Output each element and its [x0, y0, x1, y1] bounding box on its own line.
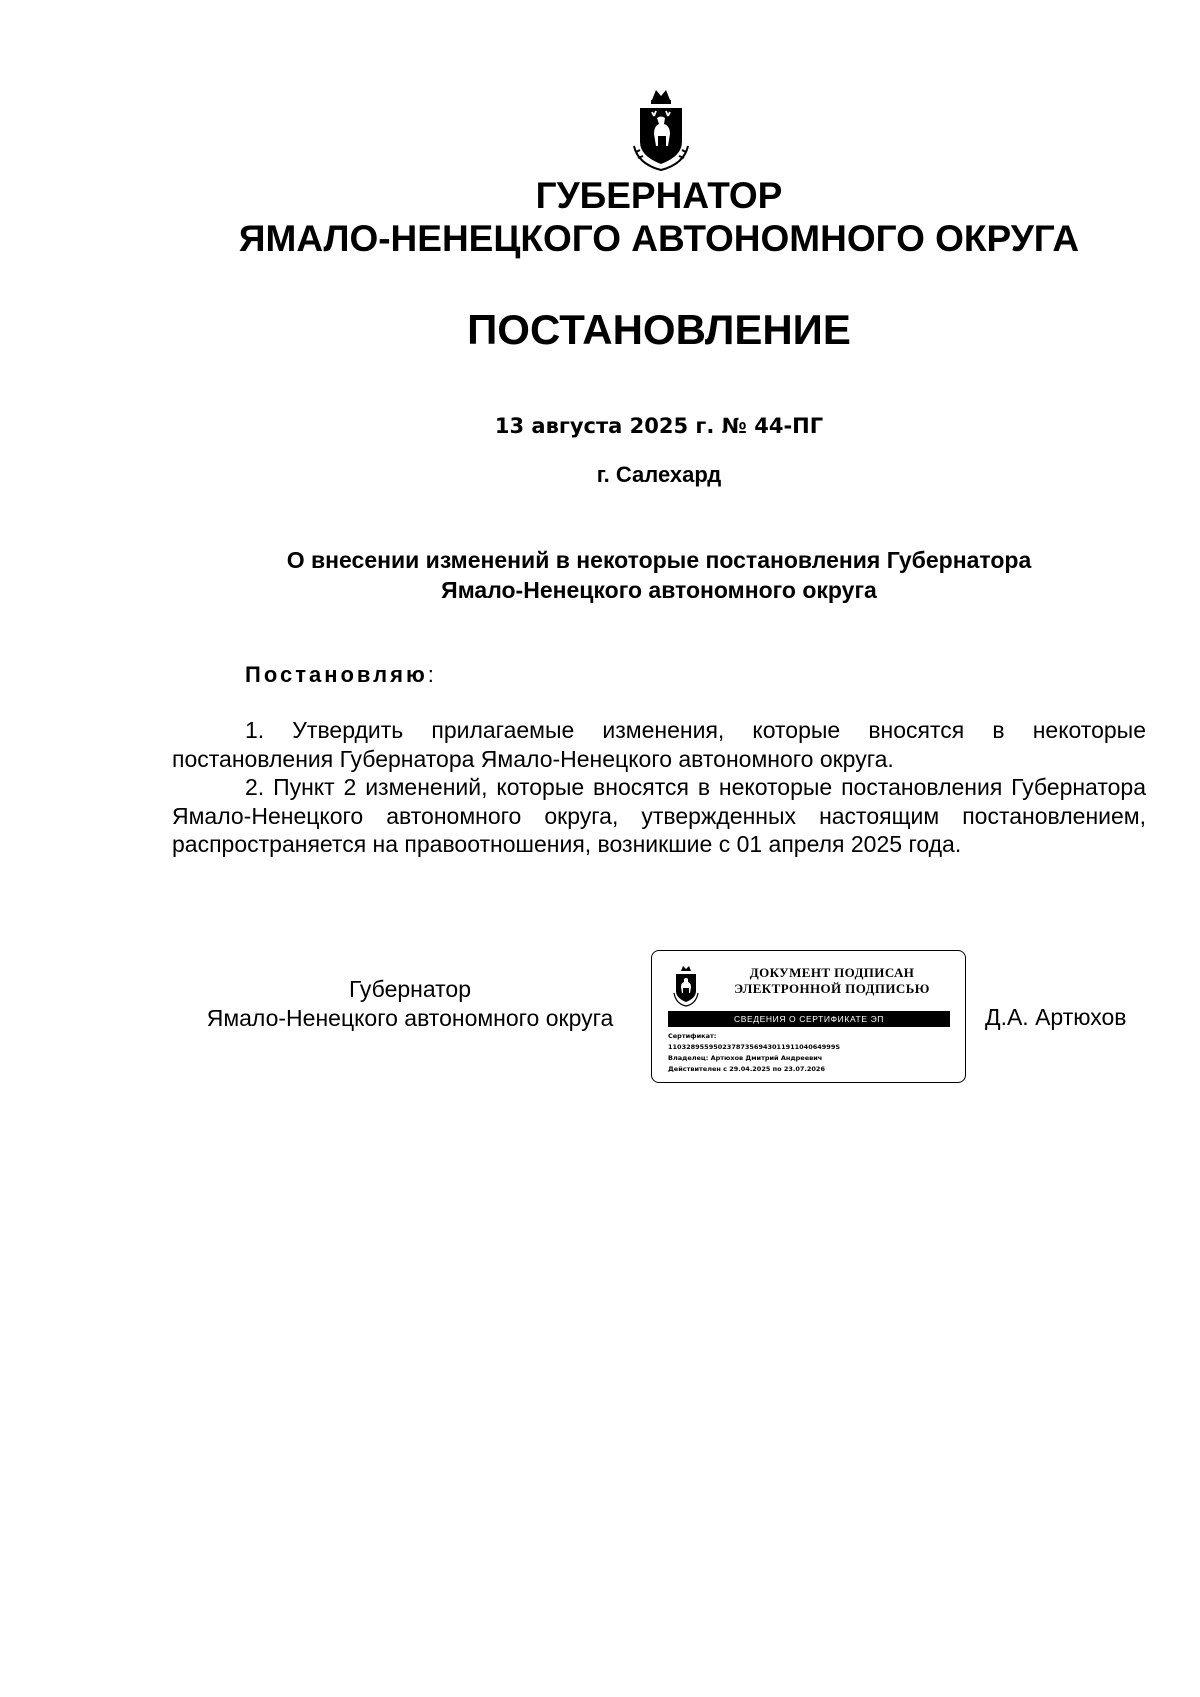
stamp-heading-line: ДОКУМЕНТ ПОДПИСАН — [749, 965, 915, 980]
stamp-heading — [712, 965, 952, 997]
document-place: г. Салехард — [596, 462, 722, 487]
stamp-heading-line: ЭЛЕКТРОННОЙ ПОДПИСЬЮ — [734, 981, 930, 996]
coat-of-arms-icon — [630, 86, 692, 172]
decree-word — [245, 660, 434, 690]
stamp-owner: Владелец: Артюхов Дмитрий Андреевич — [668, 1054, 823, 1062]
subject-line: О внесении изменений в некоторые постановления Губернатора — [286, 547, 1032, 573]
subject-line: Ямало-Ненецкого автономного округа — [441, 577, 877, 603]
electronic-signature-stamp — [651, 950, 966, 1083]
stamp-certificate-number: 1103289559502378735694301191104064999S — [668, 1043, 841, 1051]
stamp-certificate-details — [668, 1031, 958, 1075]
stamp-certificate-bar: СВЕДЕНИЯ О СЕРТИФИКАТЕ ЭП — [668, 1011, 950, 1027]
document-subject — [0, 545, 1200, 605]
authority-region: ЯМАЛО-НЕНЕЦКОГО АВТОНОМНОГО ОКРУГА — [238, 218, 1080, 259]
authority-title: ГУБЕРНАТОР — [535, 175, 783, 216]
body-paragraph: 1. Утвердить прилагаемые изменения, которые вносятся в некоторые постановления Губернатора Ямало-Ненецкого автономного округа. — [172, 717, 1146, 772]
signer-position-line: Ямало-Ненецкого автономного округа — [206, 1005, 614, 1031]
stamp-certificate-label: Сертификат: — [668, 1032, 717, 1040]
signer-position-line: Губернатор — [348, 976, 472, 1002]
document-date-number: 13 августа 2025 г. № 44-ПГ — [494, 414, 824, 438]
signer-name: Д.А. Артюхов — [985, 1004, 1127, 1030]
signer-position — [172, 975, 648, 1033]
decree-word-text: Постановляю — [245, 662, 428, 687]
coat-of-arms-icon — [672, 965, 700, 1007]
decree-colon: : — [427, 662, 434, 687]
document-body — [172, 716, 1146, 859]
document-type: ПОСТАНОВЛЕНИЕ — [467, 306, 851, 353]
stamp-validity: Действителен с 29.04.2025 по 23.07.2026 — [668, 1065, 825, 1073]
body-paragraph: 2. Пункт 2 изменений, которые вносятся в некоторые постановления Губернатора Ямало-Ненецкого автономного округа, утвержденных настоящим постановлением, распространяется на правоотношения, возникшие с 01 апреля 2025 года. — [172, 774, 1146, 857]
